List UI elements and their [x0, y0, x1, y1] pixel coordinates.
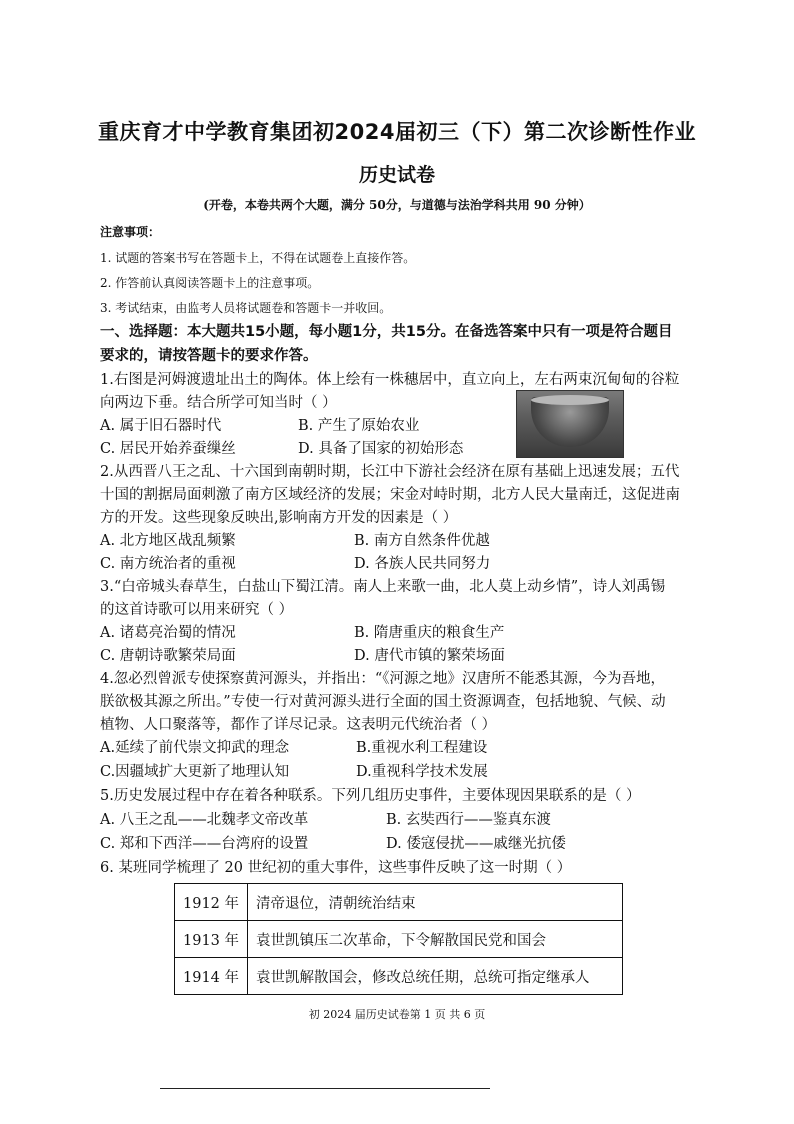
option-a: A. 北方地区战乱频繁 — [100, 533, 236, 549]
question-3-text: 3.“白帝城头春草生，白盐山下蜀江清。南人上来歌一曲，北人莫上动乡情”，诗人刘禹锡 — [100, 579, 666, 595]
option-b: B.重视水利工程建设 — [356, 740, 488, 756]
question-4-text: 4.忽必烈曾派专使探察黄河源头，并指出：“《河源之地》汉唐所不能悉其源，今为吾地， — [100, 671, 665, 687]
option-a: A. 属于旧石器时代 — [100, 418, 222, 434]
question-1-text: 1.右图是河姆渡遗址出土的陶体。体上绘有一株穗居中，直立向上，左右两束沉甸甸的谷粒 — [100, 372, 680, 388]
option-d: D.重视科学技术发展 — [356, 764, 488, 780]
question-2-text: 方的开发。这些现象反映出,影响南方开发的因素是（ ） — [100, 510, 458, 526]
table-cell-event: 袁世凯镇压二次革命，下令解散国民党和国会 — [248, 921, 623, 958]
question-4-text: 植物、人口聚落等，都作了详尽记录。这表明元代统治者（ ） — [100, 717, 497, 733]
option-b: B. 隋唐重庆的粮食生产 — [354, 625, 505, 641]
option-d: D. 具备了国家的初始形态 — [298, 441, 464, 457]
option-c: C. 南方统治者的重视 — [100, 556, 236, 572]
table-cell-year: 1912 年 — [175, 884, 248, 921]
exam-subtitle: 历史试卷 — [358, 164, 435, 186]
option-b: B. 南方自然条件优越 — [354, 533, 490, 549]
table-cell-event: 清帝退位，清朝统治结束 — [248, 884, 623, 921]
option-d: D. 倭寇侵扰——戚继光抗倭 — [386, 836, 566, 852]
page-footer: 初 2024 届历史试卷第 1 页 共 6 页 — [308, 1008, 486, 1021]
option-b: B. 产生了原始农业 — [298, 418, 420, 434]
option-a: A.延续了前代崇文抑武的理念 — [100, 740, 290, 756]
option-a: A. 八王之乱——北魏孝文帝改革 — [100, 812, 309, 828]
option-c: C. 郑和下西洋——台湾府的设置 — [100, 836, 309, 852]
pottery-photo — [516, 390, 624, 458]
table-cell-event: 袁世凯解散国会，修改总统任期，总统可指定继承人 — [248, 958, 623, 995]
question-3-text: 的这首诗歌可以用来研究（ ） — [100, 602, 294, 618]
question-4-text: 朕欲极其源之所出。”专使一行对黄河源头进行全面的国土资源调查，包括地貌、气候、动 — [100, 694, 666, 710]
notice-heading: 注意事项： — [100, 225, 161, 239]
option-d: D. 唐代市镇的繁荣场面 — [354, 648, 505, 664]
events-table — [174, 883, 623, 995]
notice-item: 2. 作答前认真阅读答题卡上的注意事项。 — [100, 276, 320, 290]
question-5-text: 5.历史发展过程中存在着各种联系。下列几组历史事件，主要体现因果联系的是（ ） — [100, 788, 641, 804]
notice-item: 3. 考试结束，由监考人员将试题卷和答题卡一并收回。 — [100, 301, 392, 315]
question-6-text: 6. 某班同学梳理了 20 世纪初的重大事件，这些事件反映了这一时期（ ） — [100, 860, 572, 876]
option-c: C. 唐朝诗歌繁荣局面 — [100, 648, 236, 664]
section-heading: 一、选择题：本大题共15小题，每小题1分，共15分。在备选答案中只有一项是符合题目 — [100, 324, 673, 340]
table-row — [175, 958, 623, 995]
option-a: A. 诸葛亮治蜀的情况 — [100, 625, 236, 641]
section-heading-cont: 要求的，请按答题卡的要求作答。 — [100, 348, 318, 364]
question-1-text: 向两边下垂。结合所学可知当时（ ） — [100, 395, 337, 411]
notice-item: 1. 试题的答案书写在答题卡上，不得在试题卷上直接作答。 — [100, 251, 416, 265]
table-row — [175, 884, 623, 921]
table-cell-year: 1913 年 — [175, 921, 248, 958]
question-2-text: 2.从西晋八王之乱、十六国到南朝时期，长江中下游社会经济在原有基础上迅速发展；五代 — [100, 464, 680, 480]
option-d: D. 各族人民共同努力 — [354, 556, 491, 572]
table-cell-year: 1914 年 — [175, 958, 248, 995]
option-b: B. 玄奘西行——鉴真东渡 — [386, 812, 551, 828]
divider — [160, 1088, 490, 1089]
exam-title: 重庆育才中学教育集团初2024届初三（下）第二次诊断性作业 — [98, 120, 696, 144]
exam-note: (开卷，本卷共两个大题，满分 50分，与道德与法治学科共用 90 分钟） — [203, 198, 591, 212]
question-2-text: 十国的割据局面刺激了南方区域经济的发展；宋金对峙时期，北方人民大量南迁，这促进南 — [100, 487, 680, 503]
table-row — [175, 921, 623, 958]
option-c: C. 居民开始养蚕缫丝 — [100, 441, 236, 457]
option-c: C.因疆域扩大更新了地理认知 — [100, 764, 290, 780]
